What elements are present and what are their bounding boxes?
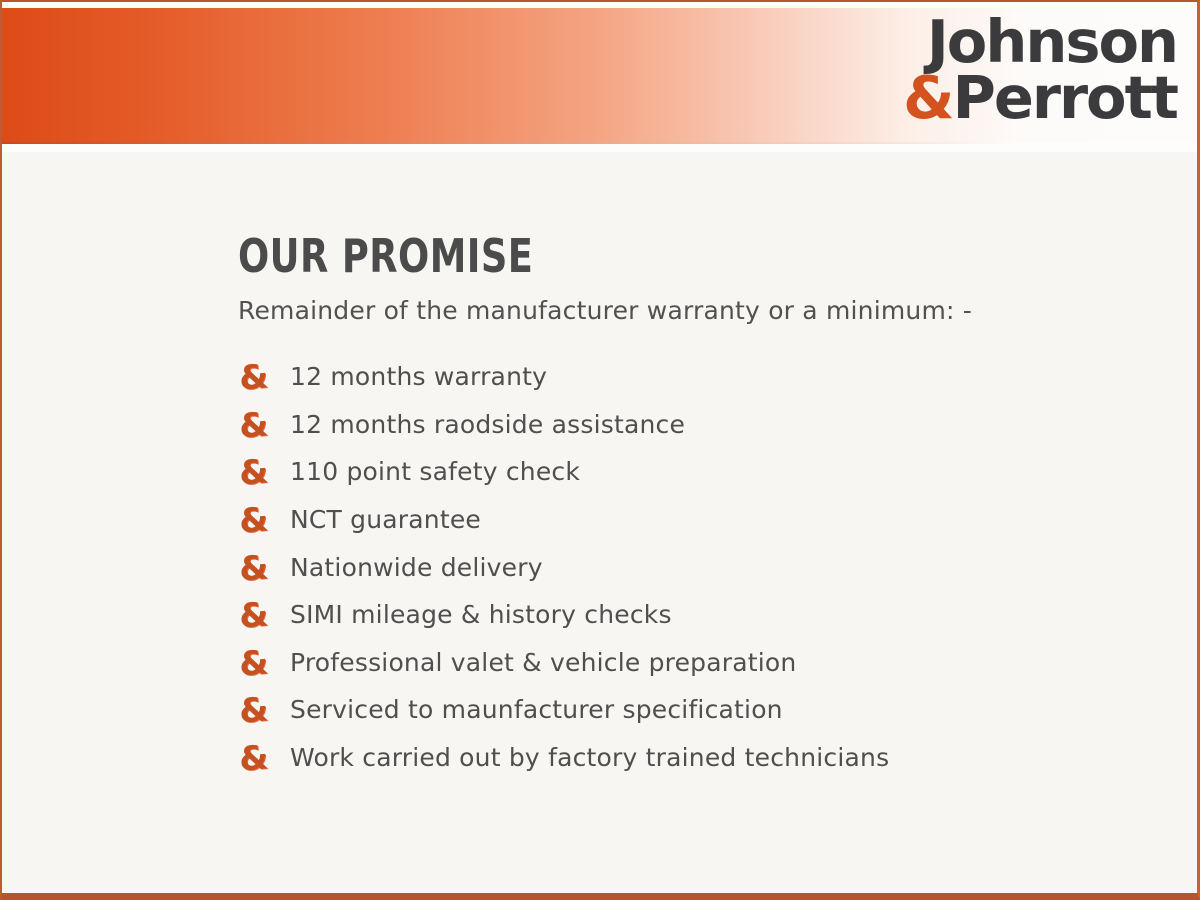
promise-subtitle: Remainder of the manufacturer warranty or a minimum: -: [238, 296, 973, 325]
promise-item: [239, 686, 1059, 734]
logo-line2: [903, 63, 1177, 132]
ampersand-bullet-icon: &: [237, 404, 270, 446]
promise-item-label: 110 point safety check: [290, 457, 581, 487]
ampersand-bullet-icon: &: [237, 451, 270, 493]
promise-item-label: Professional valet & vehicle preparation: [290, 647, 797, 677]
promise-item-label: Serviced to maunfacturer specification: [290, 695, 783, 725]
ampersand-bullet-icon: &: [237, 641, 270, 684]
promise-item: [239, 496, 1059, 544]
promise-item: [239, 543, 1059, 591]
ampersand-bullet-icon: &: [237, 356, 270, 398]
johnson-perrott-logo: [903, 7, 1177, 132]
promise-item: [239, 639, 1059, 687]
logo-line1: Johnson: [926, 7, 1177, 76]
promise-item-label: NCT guarantee: [290, 505, 482, 535]
logo-line2-text: Perrott: [952, 63, 1177, 132]
page-title: OUR PROMISE: [238, 229, 534, 283]
promise-item: [239, 353, 1059, 401]
ampersand-bullet-icon: &: [237, 594, 270, 636]
promise-item: [239, 734, 1059, 782]
ampersand-logo-icon: &: [903, 63, 953, 132]
promise-item: [239, 401, 1059, 449]
promise-item-label: 12 months warranty: [290, 362, 548, 392]
ampersand-bullet-icon: &: [237, 546, 270, 589]
promise-item-label: SIMI mileage & history checks: [290, 600, 672, 630]
promise-item-label: Nationwide delivery: [290, 552, 543, 582]
promise-item: [239, 448, 1059, 496]
promise-list: [239, 353, 1059, 781]
header: [2, 2, 1197, 152]
promise-item-label: 12 months raodside assistance: [290, 409, 686, 439]
ampersand-bullet-icon: &: [237, 737, 270, 779]
promise-item: [239, 591, 1059, 639]
ampersand-bullet-icon: &: [237, 499, 270, 541]
promise-item-label: Work carried out by factory trained technicians: [290, 743, 890, 773]
ampersand-bullet-icon: &: [237, 689, 270, 731]
